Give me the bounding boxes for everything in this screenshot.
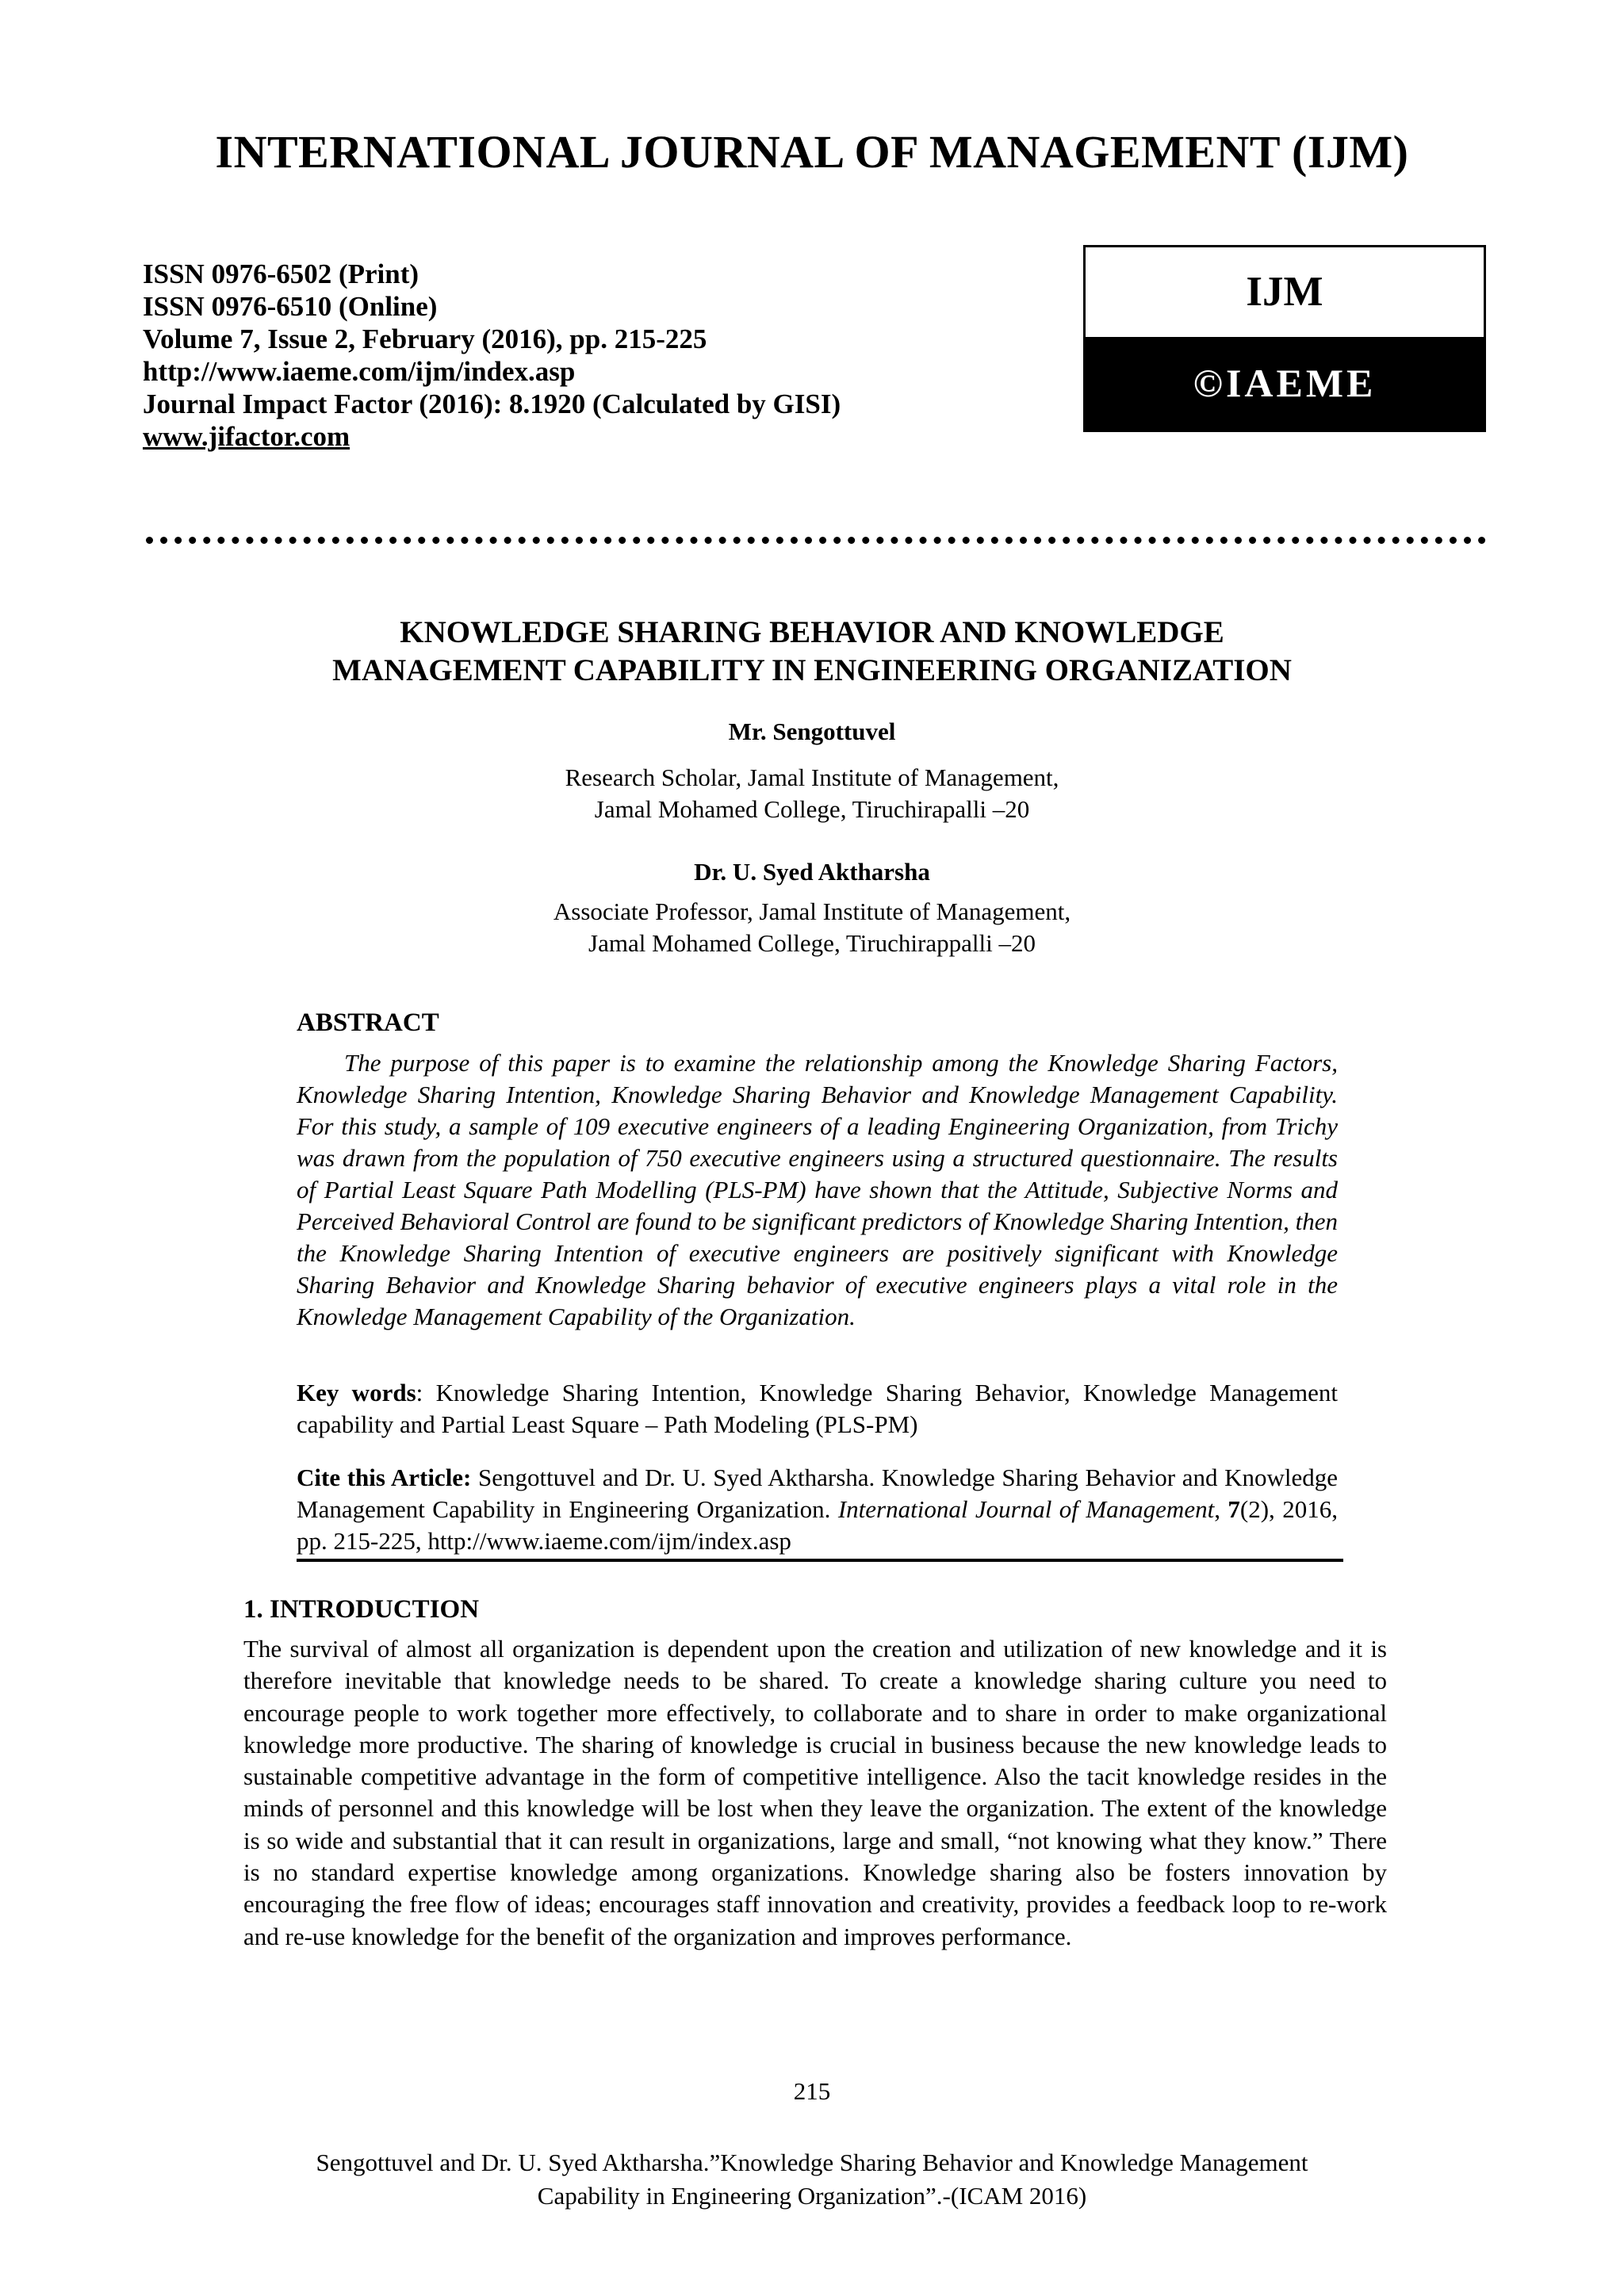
- title-line-2: MANAGEMENT CAPABILITY IN ENGINEERING ORGANIZATION: [332, 653, 1292, 687]
- keywords: [297, 1377, 1338, 1441]
- footer-line-2: Capability in Engineering Organization”.-(ICAM 2016): [537, 2182, 1087, 2210]
- abstract-body: The purpose of this paper is to examine the relationship among the Knowledge Sharing Factors, Knowledge Sharing Intention, Knowledge Sharing Behavior and Knowledge Management Capability. For this study, a sample of 109 executive engineers of a leading Engineering Organization, from Trichy was drawn from the population of 750 executive engineers using a structured questionnaire. The results of Partial Least Square Path Modelling (PLS-PM) have shown that the Attitude, Subjective Norms and Perceived Behavioral Control are found to be significant predictors of Knowledge Sharing Intention, then the Knowledge Sharing Intention of executive engineers are positively significant with Knowledge Sharing Behavior and Knowledge Sharing behavior of executive engineers plays a vital role in the Knowledge Management Capability of the Organization.: [297, 1049, 1338, 1330]
- cite-label: Cite this Article:: [297, 1464, 472, 1491]
- logo-iaeme: ©IAEME: [1086, 337, 1484, 430]
- intro-body: The survival of almost all organization is dependent upon the creation and utilization of new knowledge and it is therefore inevitable that knowledge needs to be shared. To create a knowledge sharing culture you need to encourage people to work together more effectively, to collaborate and to share in order to make organizational knowledge more productive. The sharing of knowledge is crucial in business because the new knowledge leads to sustainable competitive advantage in the form of competitive intelligence. Also the tacit knowledge resides in the minds of personnel and this knowledge will be lost when they leave the organization. The extent of the knowledge is so wide and substantial that it can result in organizations, large and small, “not knowing what they know.” There is no standard expertise knowledge among organizations. Knowledge sharing also be fosters innovation by encouraging the free flow of ideas; encourages staff innovation and creativity, provides a feedback loop to re-work and re-use knowledge for the benefit of the organization and improves performance.: [243, 1635, 1387, 1950]
- page-footer: [238, 2146, 1386, 2213]
- author-2-name: Dr. U. Syed Aktharsha: [694, 858, 930, 886]
- author-1-affil-line-2: Jamal Mohamed College, Tiruchirapalli –20: [594, 795, 1030, 823]
- keywords-text: : Knowledge Sharing Intention, Knowledge Sharing Behavior, Knowledge Management capability and Partial Least Square – Path Modeling (PLS-PM): [297, 1379, 1338, 1438]
- author-2-affiliation: [0, 896, 1624, 959]
- author-1-affiliation: [0, 762, 1624, 825]
- author-2-affil-line-2: Jamal Mohamed College, Tiruchirappalli –20: [588, 929, 1036, 957]
- cite-text: Sengottuvel and Dr. U. Syed Aktharsha. Knowledge Sharing Behavior and Knowledge Management Capability in Engineering Organization.: [297, 1464, 1339, 1523]
- citation: [297, 1462, 1338, 1557]
- author-1-name: Mr. Sengottuvel: [728, 718, 896, 745]
- author-1-affil-line-1: Research Scholar, Jamal Institute of Management,: [565, 763, 1059, 791]
- cite-volume: 7: [1228, 1495, 1240, 1523]
- issn-online: ISSN 0976-6510 (Online): [143, 291, 438, 322]
- footer-line-1: Sengottuvel and Dr. U. Syed Aktharsha.”Knowledge Sharing Behavior and Knowledge Management: [316, 2149, 1308, 2176]
- author-2-affil-line-1: Associate Professor, Jamal Institute of Management,: [553, 897, 1071, 925]
- volume-info: Volume 7, Issue 2, February (2016), pp. 215-225: [143, 323, 707, 354]
- citation-divider: [297, 1559, 1343, 1562]
- jifactor-link[interactable]: www.jifactor.com: [143, 421, 350, 452]
- header-divider: [146, 537, 1486, 544]
- paper-title: [0, 614, 1624, 690]
- journal-logo: [1083, 245, 1486, 432]
- journal-url[interactable]: http://www.iaeme.com/ijm/index.asp: [143, 356, 576, 387]
- intro-heading: 1. INTRODUCTION: [243, 1595, 480, 1624]
- journal-title: INTERNATIONAL JOURNAL OF MANAGEMENT (IJM): [215, 126, 1409, 178]
- page-number: 215: [793, 2077, 831, 2105]
- cite-rest: (2), 2016, pp. 215-225, http://www.iaeme.com/ijm/index.asp: [297, 1495, 1339, 1555]
- logo-ijm: IJM: [1246, 269, 1323, 315]
- cite-journal: International Journal of Management: [837, 1495, 1215, 1523]
- title-line-1: KNOWLEDGE SHARING BEHAVIOR AND KNOWLEDGE: [400, 615, 1224, 649]
- impact-factor: Journal Impact Factor (2016): 8.1920 (Calculated by GISI): [143, 388, 841, 419]
- issn-print: ISSN 0976-6502 (Print): [143, 258, 419, 289]
- journal-meta: [143, 258, 841, 453]
- keywords-label: Key words: [297, 1379, 416, 1406]
- abstract-heading: ABSTRACT: [297, 1008, 439, 1037]
- cite-separator: ,: [1214, 1495, 1228, 1523]
